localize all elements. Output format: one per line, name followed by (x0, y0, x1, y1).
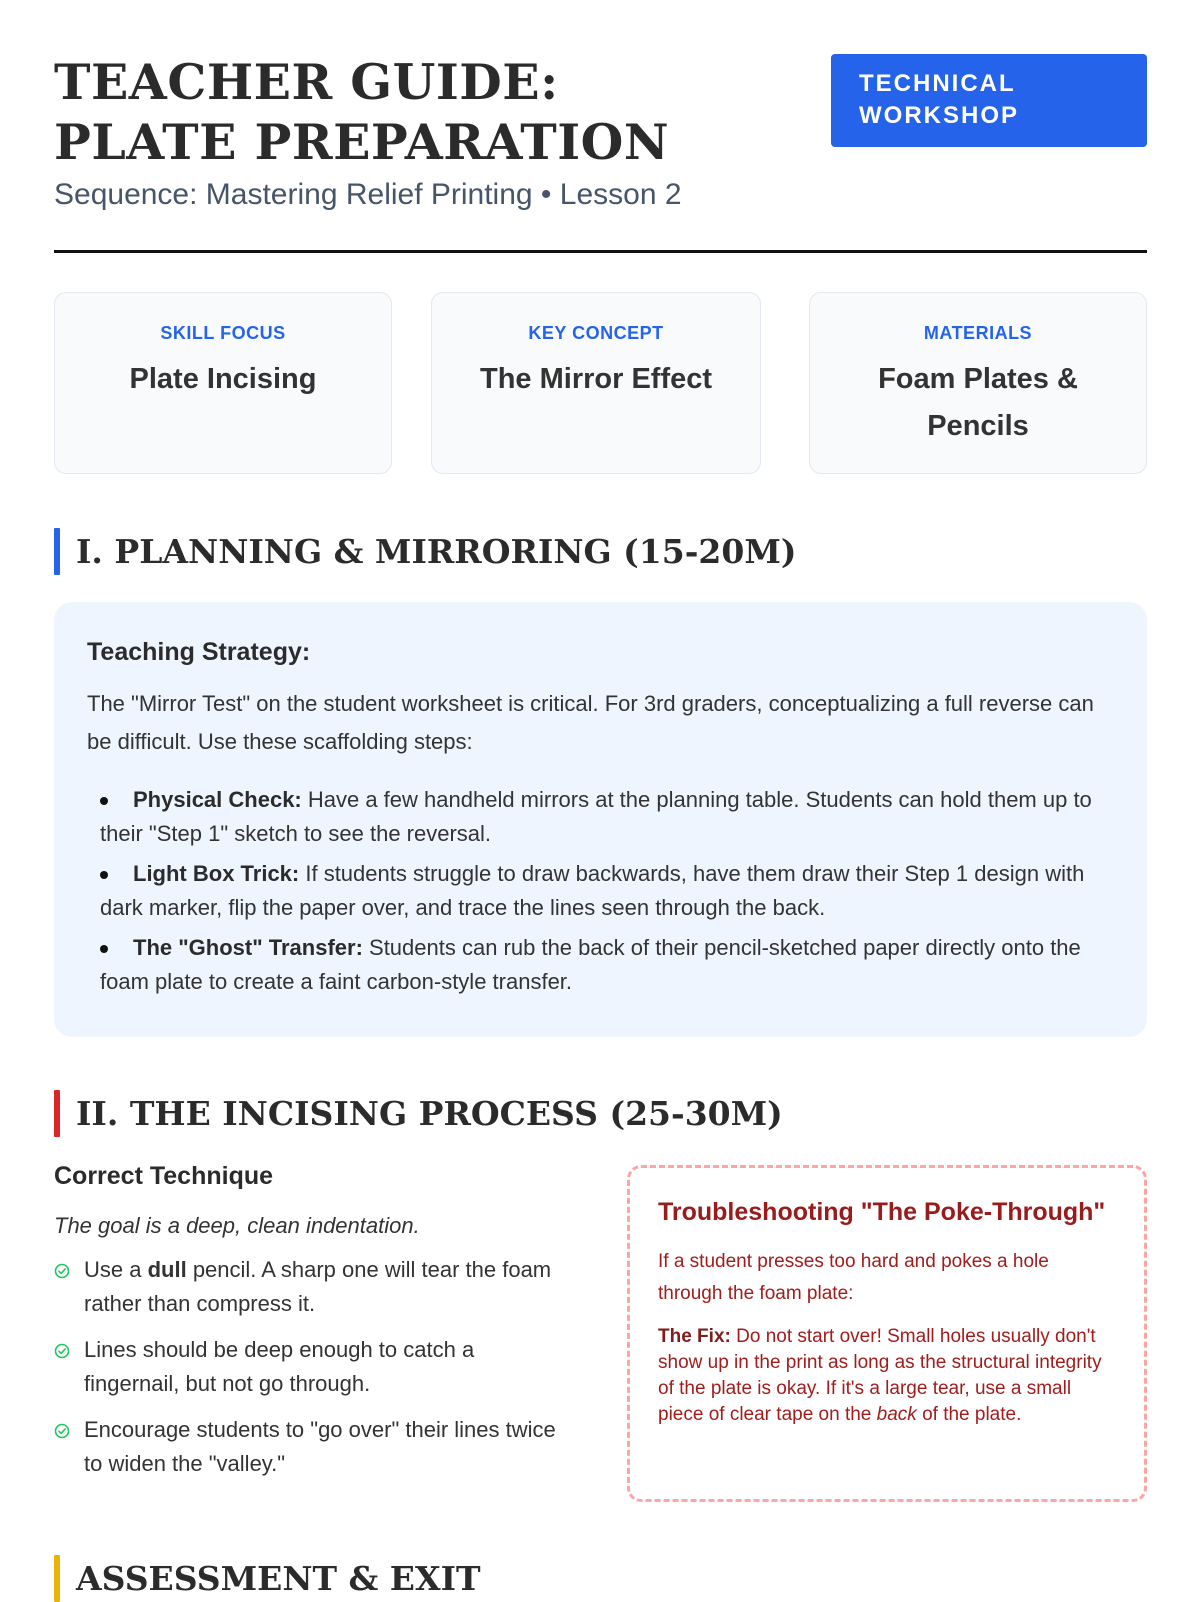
fix-text: Do not start over! Small holes usually don't show up in the print as long as the structural integrity of the plate is okay. If it's a large tear, use a small piece of clear tape on the (658, 1326, 1102, 1425)
troubleshooting-title: Troubleshooting "The Poke-Through" (658, 1198, 1106, 1226)
card-label: MATERIALS (923, 323, 1033, 343)
check-text: pencil. A sharp one will tear the foam rather than compress it. (84, 1257, 552, 1316)
troubleshooting-intro: If a student presses too hard and pokes a hole through the foam plate: (658, 1251, 1049, 1304)
page (54, 0, 1147, 1598)
card-value: The Mirror Effect (479, 363, 713, 395)
list-item (54, 1333, 574, 1401)
step-term: The "Ghost" Transfer: (133, 935, 363, 960)
technique-goal: The goal is a deep, clean indentation. (54, 1213, 420, 1238)
check-emphasis: dull (147, 1257, 187, 1282)
strategy-intro: The "Mirror Test" on the student worksheet is critical. For 3rd graders, conceptualizing a full reverse can be difficult. Use these scaffolding steps: (87, 691, 1094, 754)
list-item (100, 783, 1113, 851)
fix-emphasis: back (876, 1404, 917, 1425)
key-concept-card (431, 292, 761, 474)
skill-focus-card (54, 292, 392, 474)
step-term: Physical Check: (133, 787, 302, 812)
scaffolding-steps (87, 783, 1113, 999)
troubleshooting-box (627, 1165, 1147, 1502)
list-item (100, 931, 1113, 999)
check-circle-icon (54, 1423, 70, 1439)
technique-title: Correct Technique (54, 1162, 274, 1190)
page-subtitle: Sequence: Mastering Relief Printing • Lesson 2 (54, 178, 682, 211)
card-value: Foam Plates & Pencils (878, 363, 1078, 442)
technique-checklist (54, 1253, 574, 1481)
list-item (54, 1253, 574, 1321)
fix-label: The Fix: (658, 1326, 731, 1347)
workshop-badge: TECHNICAL WORKSHOP (831, 54, 1147, 147)
fix-text: of the plate. (916, 1404, 1022, 1425)
section-heading-incising: II. THE INCISING PROCESS (25-30M) (54, 1090, 783, 1137)
check-circle-icon (54, 1343, 70, 1359)
strategy-title: Teaching Strategy: (87, 638, 311, 666)
check-text: Encourage students to "go over" their lines twice to widen the "valley." (84, 1417, 556, 1476)
step-text: Students can rub the back of their pencil-sketched paper directly onto the foam plate to create a faint carbon-style transfer. (100, 935, 1081, 994)
check-text: Lines should be deep enough to catch a fingernail, but not go through. (84, 1337, 475, 1396)
step-text: Have a few handheld mirrors at the planning table. Students can hold them up to their "Step 1" sketch to see the reversal. (100, 787, 1092, 846)
materials-card (809, 292, 1147, 474)
info-cards (54, 292, 1147, 474)
correct-technique (54, 1162, 574, 1493)
list-item (54, 1413, 574, 1481)
step-term: Light Box Trick: (133, 861, 300, 886)
card-label: KEY CONCEPT (528, 323, 664, 343)
header (54, 0, 1147, 253)
check-text: Use a (84, 1257, 148, 1282)
card-label: SKILL FOCUS (160, 323, 286, 343)
troubleshooting-fix (658, 1324, 1116, 1428)
step-text: If students struggle to draw backwards, have them draw their Step 1 design with dark marker, flip the paper over, and trace the lines seen through the back. (100, 861, 1085, 920)
check-circle-icon (54, 1263, 70, 1279)
teaching-strategy-box (54, 602, 1147, 1037)
section-heading-assessment: ASSESSMENT & EXIT (54, 1555, 481, 1602)
list-item (100, 857, 1113, 925)
section-heading-planning: I. PLANNING & MIRRORING (15-20M) (54, 528, 796, 575)
page-title: TEACHER GUIDE: PLATE PREPARATION (54, 53, 670, 171)
card-value: Plate Incising (129, 363, 317, 395)
